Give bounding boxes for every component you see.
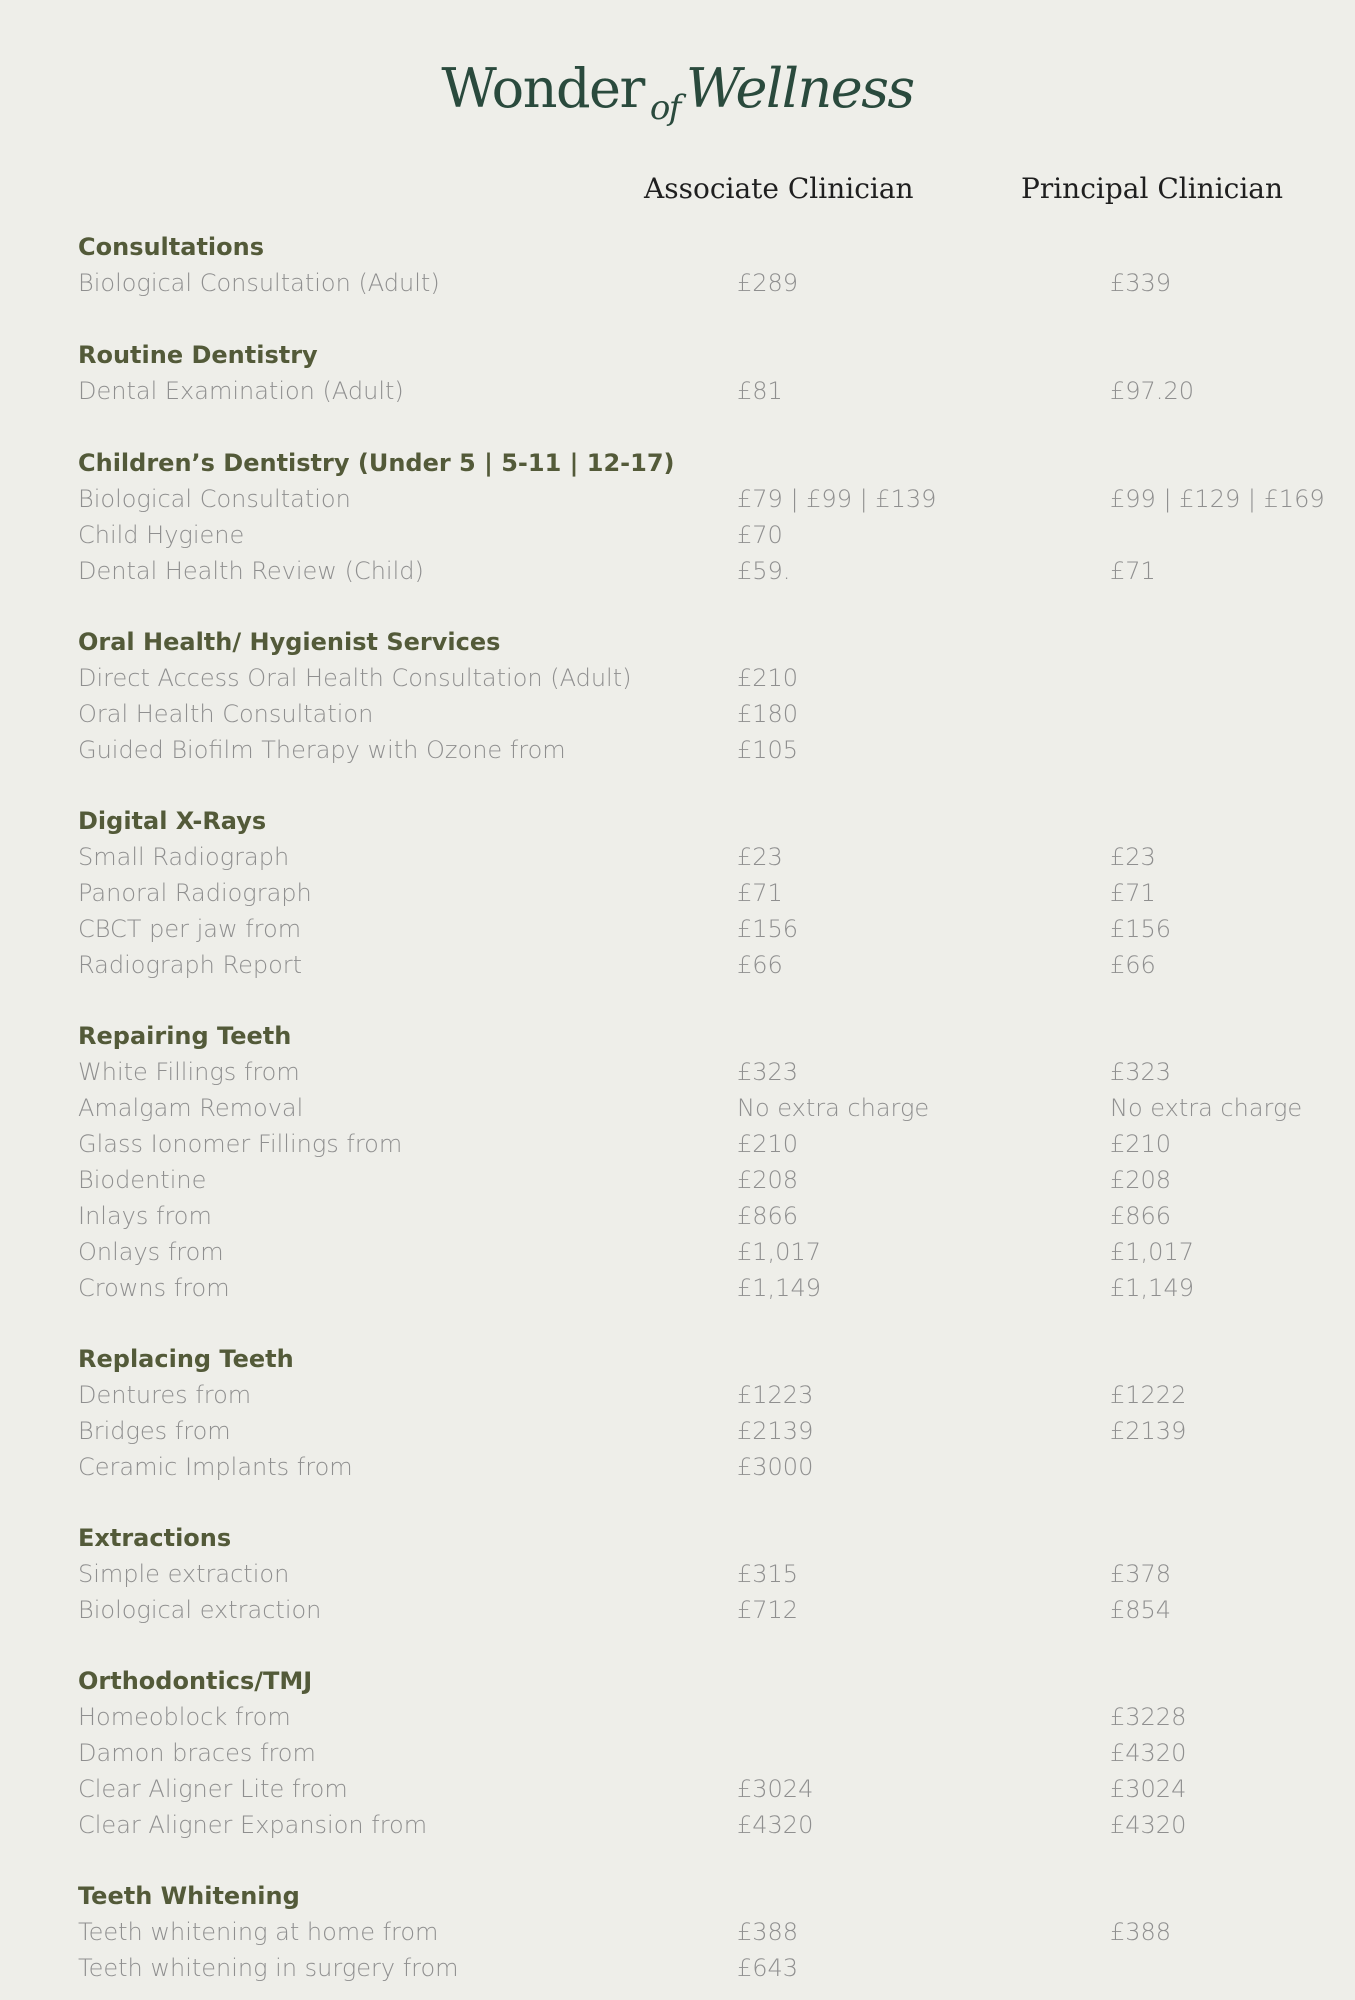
price-row: [78, 1556, 1338, 1592]
principal-price: £210: [1110, 1130, 1172, 1158]
price-section: [78, 445, 1338, 589]
section-title: Teeth Whitening: [78, 1882, 300, 1910]
price-row: [78, 481, 1338, 517]
associate-price: £866: [737, 1202, 799, 1230]
logo: [0, 57, 1355, 142]
associate-price: £1,017: [737, 1238, 821, 1266]
principal-price: £866: [1110, 1202, 1172, 1230]
price-row: [78, 911, 1338, 947]
associate-price: £208: [737, 1166, 799, 1194]
column-header-principal: Principal Clinician: [1021, 172, 1284, 205]
treatment-name: Bridges from: [78, 1417, 231, 1445]
treatment-name: Dental Examination (Adult): [78, 377, 404, 405]
price-section: [78, 337, 1338, 409]
price-row: [78, 373, 1338, 409]
treatment-name: Small Radiograph: [78, 843, 290, 871]
principal-price: £3024: [1110, 1775, 1187, 1803]
treatment-name: Damon braces from: [78, 1739, 316, 1767]
price-row: [78, 1413, 1338, 1449]
associate-price: £79 | £99 | £139: [737, 485, 937, 513]
section-title: Extractions: [78, 1524, 232, 1552]
price-row: [78, 696, 1338, 732]
treatment-name: Child Hygiene: [78, 521, 245, 549]
price-row: [78, 732, 1338, 768]
price-row: [78, 1592, 1338, 1628]
price-section: [78, 229, 1338, 301]
associate-price: £23: [737, 843, 783, 871]
principal-price: £4320: [1110, 1811, 1187, 1839]
price-section: [78, 1663, 1338, 1843]
principal-price: £71: [1110, 557, 1156, 585]
treatment-name: Clear Aligner Expansion from: [78, 1811, 428, 1839]
principal-price: £156: [1110, 915, 1172, 943]
treatment-name: Simple extraction: [78, 1560, 290, 1588]
principal-price: £208: [1110, 1166, 1172, 1194]
treatment-name: Onlays from: [78, 1238, 224, 1266]
price-section: [78, 1341, 1338, 1485]
associate-price: £1223: [737, 1381, 814, 1409]
price-section: [78, 624, 1338, 768]
associate-price: £3000: [737, 1453, 814, 1481]
section-title: Routine Dentistry: [78, 341, 318, 369]
treatment-name: Biological Consultation: [78, 485, 351, 513]
treatment-name: Dental Health Review (Child): [78, 557, 424, 585]
price-row: [78, 1377, 1338, 1413]
price-section: [78, 1018, 1338, 1306]
associate-price: £156: [737, 915, 799, 943]
treatment-name: Inlays from: [78, 1202, 212, 1230]
price-row: [78, 1914, 1338, 1950]
column-header-associate: Associate Clinician: [644, 172, 914, 205]
associate-price: £81: [737, 377, 783, 405]
principal-price: £3228: [1110, 1703, 1187, 1731]
logo-word-wonder: Wonder: [441, 57, 644, 120]
principal-price: £378: [1110, 1560, 1172, 1588]
treatment-name: Guided Biofilm Therapy with Ozone from: [78, 736, 566, 764]
associate-price: £105: [737, 736, 799, 764]
associate-price: £180: [737, 700, 799, 728]
associate-price: £643: [737, 1954, 799, 1982]
associate-price: £210: [737, 1130, 799, 1158]
price-row: [78, 553, 1338, 589]
principal-price: £99 | £129 | £169: [1110, 485, 1325, 513]
treatment-name: Biodentine: [78, 1166, 207, 1194]
treatment-name: Oral Health Consultation: [78, 700, 374, 728]
associate-price: £3024: [737, 1775, 814, 1803]
treatment-name: CBCT per jaw from: [78, 915, 302, 943]
principal-price: £1,017: [1110, 1238, 1194, 1266]
associate-price: £59.: [737, 557, 791, 585]
principal-price: £388: [1110, 1918, 1172, 1946]
price-row: [78, 875, 1338, 911]
price-row: [78, 265, 1338, 301]
associate-price: £210: [737, 664, 799, 692]
section-title: Consultations: [78, 233, 265, 261]
treatment-name: Teeth whitening in surgery from: [78, 1954, 459, 1982]
treatment-name: Biological extraction: [78, 1596, 322, 1624]
principal-price: £71: [1110, 879, 1156, 907]
treatment-name: Crowns from: [78, 1274, 230, 1302]
principal-price: £66: [1110, 951, 1156, 979]
treatment-name: Radiograph Report: [78, 951, 303, 979]
principal-price: £339: [1110, 269, 1172, 297]
associate-price: £712: [737, 1596, 799, 1624]
section-title: Repairing Teeth: [78, 1022, 292, 1050]
associate-price: No extra charge: [737, 1094, 930, 1122]
principal-price: £97.20: [1110, 377, 1194, 405]
associate-price: £71: [737, 879, 783, 907]
principal-price: No extra charge: [1110, 1094, 1303, 1122]
treatment-name: Panoral Radiograph: [78, 879, 312, 907]
price-section: [78, 1520, 1338, 1628]
logo-word-wellness: Wellness: [685, 57, 914, 120]
logo-word-of: of: [649, 88, 680, 128]
associate-price: £4320: [737, 1811, 814, 1839]
section-title: Children’s Dentistry (Under 5 | 5-11 | 12-17): [78, 449, 675, 477]
treatment-name: Ceramic Implants from: [78, 1453, 353, 1481]
price-row: [78, 1449, 1338, 1485]
price-row: [78, 1198, 1338, 1234]
price-row: [78, 947, 1338, 983]
treatment-name: Homeoblock from: [78, 1703, 291, 1731]
principal-price: £23: [1110, 843, 1156, 871]
section-title: Oral Health/ Hygienist Services: [78, 628, 501, 656]
price-row: [78, 1270, 1338, 1306]
price-row: [78, 1807, 1338, 1843]
principal-price: £4320: [1110, 1739, 1187, 1767]
section-title: Digital X-Rays: [78, 807, 267, 835]
price-row: [78, 1735, 1338, 1771]
price-row: [78, 839, 1338, 875]
treatment-name: Teeth whitening at home from: [78, 1918, 439, 1946]
price-row: [78, 1699, 1338, 1735]
associate-price: £289: [737, 269, 799, 297]
associate-price: £2139: [737, 1417, 814, 1445]
price-section: [78, 1878, 1338, 1986]
section-title: Orthodontics/TMJ: [78, 1667, 313, 1695]
price-row: [78, 1090, 1338, 1126]
price-section: [78, 803, 1338, 983]
price-row: [78, 517, 1338, 553]
associate-price: £315: [737, 1560, 799, 1588]
treatment-name: White Fillings from: [78, 1058, 300, 1086]
treatment-name: Dentures from: [78, 1381, 252, 1409]
price-row: [78, 1162, 1338, 1198]
treatment-name: Biological Consultation (Adult): [78, 269, 440, 297]
principal-price: £323: [1110, 1058, 1172, 1086]
treatment-name: Clear Aligner Lite from: [78, 1775, 348, 1803]
price-row: [78, 1126, 1338, 1162]
principal-price: £2139: [1110, 1417, 1187, 1445]
associate-price: £323: [737, 1058, 799, 1086]
treatment-name: Amalgam Removal: [78, 1094, 304, 1122]
price-row: [78, 1950, 1338, 1986]
associate-price: £66: [737, 951, 783, 979]
price-row: [78, 1054, 1338, 1090]
associate-price: £70: [737, 521, 783, 549]
treatment-name: Direct Access Oral Health Consultation (Adult): [78, 664, 632, 692]
treatment-name: Glass Ionomer Fillings from: [78, 1130, 403, 1158]
principal-price: £1222: [1110, 1381, 1187, 1409]
principal-price: £1,149: [1110, 1274, 1194, 1302]
associate-price: £1,149: [737, 1274, 821, 1302]
price-row: [78, 660, 1338, 696]
associate-price: £388: [737, 1918, 799, 1946]
section-title: Replacing Teeth: [78, 1345, 294, 1373]
price-row: [78, 1771, 1338, 1807]
price-row: [78, 1234, 1338, 1270]
principal-price: £854: [1110, 1596, 1172, 1624]
